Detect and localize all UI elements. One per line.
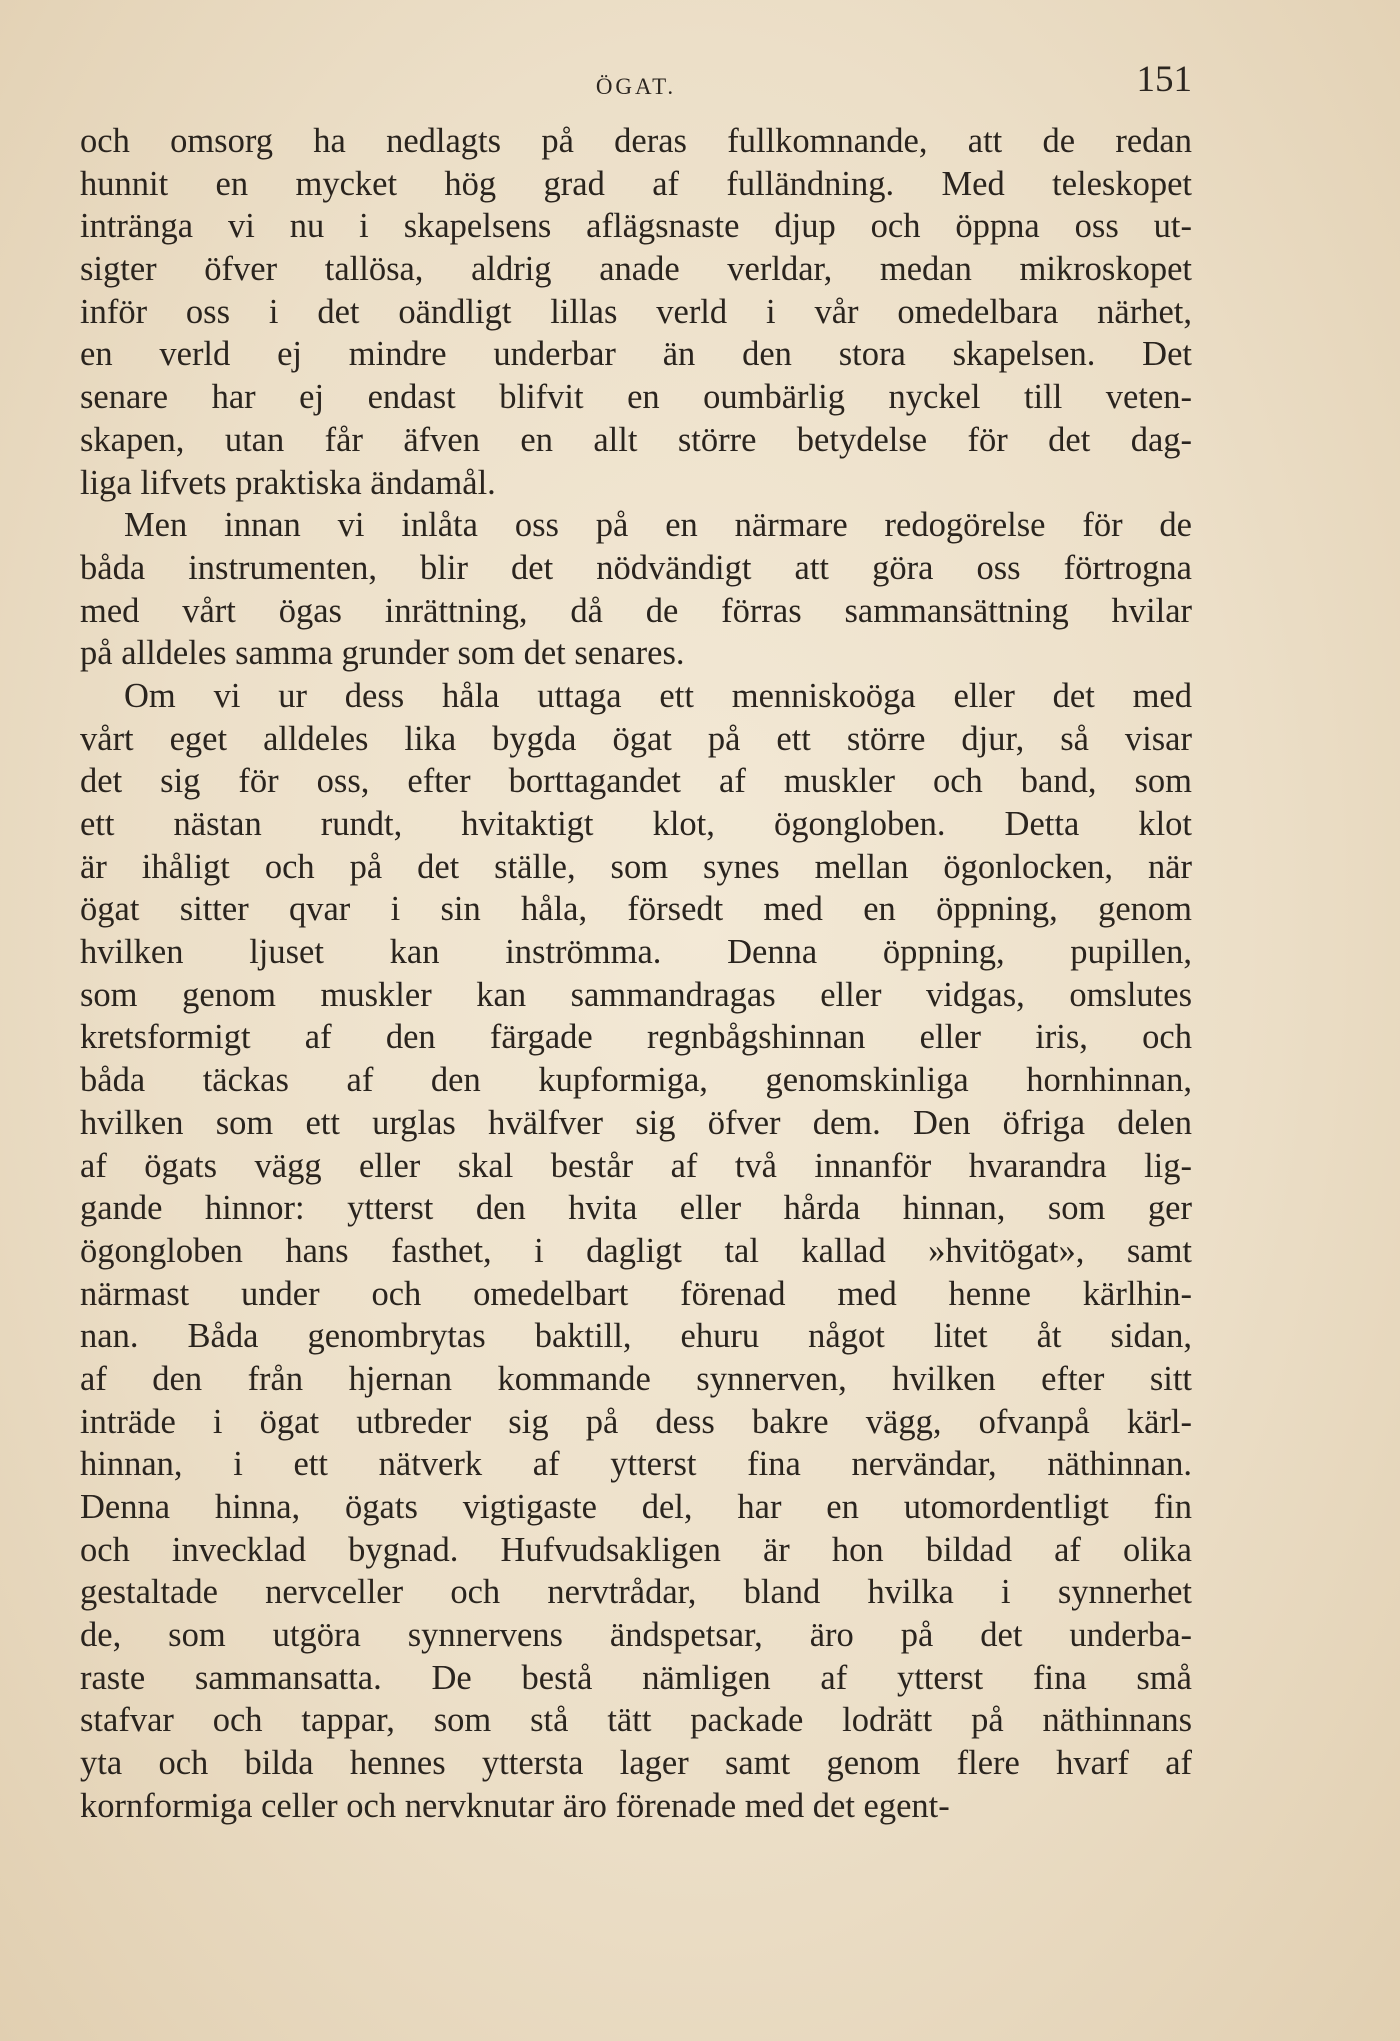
text-line: kornformiga celler och nervknutar äro förenade med det egent- (80, 1786, 950, 1825)
text-line: båda täckas af den kupformiga, genomskinliga hornhinnan, (80, 1061, 1192, 1100)
page-number: 151 (1136, 59, 1192, 100)
running-title: ÖGAT. (595, 74, 677, 99)
text-line: gande hinnor: ytterst den hvita eller hårda hinnan, som ger (80, 1189, 1192, 1228)
text-line: af ögats vägg eller skal består af två innanför hvarandra lig- (80, 1146, 1192, 1185)
text-line: kretsformigt af den färgade regnbågshinnan eller iris, och (80, 1018, 1192, 1057)
page-header (80, 58, 1192, 118)
text-line: närmast under och omedelbart förenad med henne kärlhin- (80, 1274, 1192, 1313)
text-line: Om vi ur dess håla uttaga ett menniskoöga eller det med (124, 676, 1192, 715)
text-line: yta och bilda hennes yttersta lager samt genom flere hvarf af (80, 1744, 1192, 1783)
paragraph (80, 504, 1192, 675)
text-line: med vårt ögas inrättning, då de förras sammansättning hvilar (80, 591, 1192, 630)
text-line: senare har ej endast blifvit en oumbärlig nyckel till veten- (80, 378, 1192, 417)
text-line: af den från hjernan kommande synnerven, hvilken efter sitt (80, 1359, 1192, 1398)
text-line: hvilken ljuset kan inströmma. Denna öppning, pupillen, (80, 933, 1192, 972)
text-line: är ihåligt och på det ställe, som synes mellan ögonlocken, när (80, 847, 1192, 886)
text-line: ögongloben hans fasthet, i dagligt tal kallad »hvitögat», samt (80, 1231, 1192, 1270)
text-line: inför oss i det oändligt lillas verld i vår omedelbara närhet, (80, 292, 1192, 331)
text-line: som genom muskler kan sammandragas eller vidgas, omslutes (80, 975, 1192, 1014)
text-line: vårt eget alldeles lika bygda ögat på ett större djur, så visar (80, 719, 1192, 758)
paragraph (80, 120, 1192, 504)
text-line: på alldeles samma grunder som det senares. (80, 634, 685, 673)
text-line: ögat sitter qvar i sin håla, försedt med en öppning, genom (80, 890, 1192, 929)
text-line: inträde i ögat utbreder sig på dess bakre vägg, ofvanpå kärl- (80, 1402, 1192, 1441)
text-line: ett nästan rundt, hvitaktigt klot, ögongloben. Detta klot (80, 805, 1192, 843)
text-line: nan. Båda genombrytas baktill, ehuru något litet åt sidan, (80, 1317, 1192, 1356)
text-line: liga lifvets praktiska ändamål. (80, 463, 496, 502)
text-line: hvilken som ett urglas hvälfver sig öfver dem. Den öfriga delen (80, 1103, 1192, 1142)
text-line: och omsorg ha nedlagts på deras fullkomnande, att de redan (80, 122, 1192, 160)
text-line: båda instrumenten, blir det nödvändigt att göra oss förtrogna (80, 548, 1192, 587)
text-line: och invecklad bygnad. Hufvudsakligen är hon bildad af olika (80, 1530, 1192, 1569)
text-line: det sig för oss, efter borttagandet af muskler och band, som (80, 762, 1192, 801)
text-line: en verld ej mindre underbar än den stora skapelsen. Det (80, 335, 1192, 374)
text-line: intränga vi nu i skapelsens aflägsnaste djup och öppna oss ut- (80, 207, 1192, 246)
paragraph (80, 675, 1192, 1828)
text-line: sigter öfver tallösa, aldrig anade verldar, medan mikroskopet (80, 250, 1192, 289)
body-text (80, 120, 1192, 1828)
text-line: Denna hinna, ögats vigtigaste del, har en utomordentligt fin (80, 1488, 1192, 1526)
text-line: raste sammansatta. De bestå nämligen af ytterst fina små (80, 1658, 1192, 1697)
text-line: hinnan, i ett nätverk af ytterst fina nervändar, näthinnan. (80, 1445, 1192, 1484)
text-line: skapen, utan får äfven en allt större betydelse för det dag- (80, 420, 1192, 459)
text-line: hunnit en mycket hög grad af fulländning. Med teleskopet (80, 164, 1192, 203)
text-line: Men innan vi inlåta oss på en närmare redogörelse för de (124, 506, 1192, 545)
text-line: stafvar och tappar, som stå tätt packade lodrätt på näthinnans (80, 1701, 1192, 1740)
text-line: gestaltade nervceller och nervtrådar, bland hvilka i synnerhet (80, 1573, 1192, 1612)
text-line: de, som utgöra synnervens ändspetsar, äro på det underba- (80, 1616, 1192, 1655)
